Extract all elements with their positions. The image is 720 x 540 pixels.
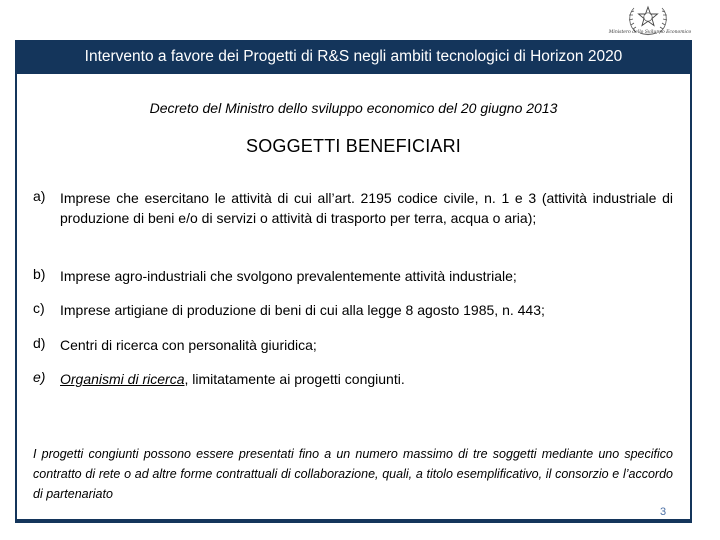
list-item-text: Imprese agro-industriali che svolgono prevalentemente attività industriale; [60, 268, 517, 284]
emblem-caption: Ministero dello Sviluppo Economico [608, 30, 692, 35]
list-item-text: Imprese artigiane di produzione di beni di cui alla legge 8 agosto 1985, n. 443; [60, 302, 545, 318]
list-item-marker: e) [33, 369, 46, 385]
list-item-marker: c) [33, 300, 45, 316]
list-item-marker: b) [33, 266, 46, 282]
page-number: 3 [660, 506, 667, 518]
decree-subtitle: Decreto del Ministro dello sviluppo economico del 20 giugno 2013 [149, 100, 558, 116]
list-item-marker: a) [33, 188, 46, 204]
list-item-marker: d) [33, 335, 46, 351]
list-item-text-rest: , limitatamente ai progetti congiunti. [184, 371, 405, 387]
list-item-text: Centri di ricerca con personalità giuridica; [60, 337, 317, 353]
list-item-text: Imprese che esercitano le attività di cui all’art. 2195 codice civile, n. 1 e 3 (attività industriale di produzione di beni e/o di servizi o attività di trasporto per terra, acqua o aria); [60, 190, 673, 226]
frame-bottom-border [15, 519, 692, 523]
list-item-text-underlined: Organismi di ricerca [60, 371, 185, 387]
section-title: SOGGETTI BENEFICIARI [245, 136, 462, 156]
note-paragraph: I progetti congiunti possono essere presentati fino a un numero massimo di tre soggetti mediante uno specifico contratto di rete o ad altre forme contrattuali di collaborazione, quali, a titolo esemplificativo, il consorzio e l’accordo di partenariato [33, 447, 673, 501]
list-item-text [60, 369, 673, 389]
page-title: Intervento a favore dei Progetti di R&S negli ambiti tecnologici di Horizon 2020 [84, 48, 623, 65]
